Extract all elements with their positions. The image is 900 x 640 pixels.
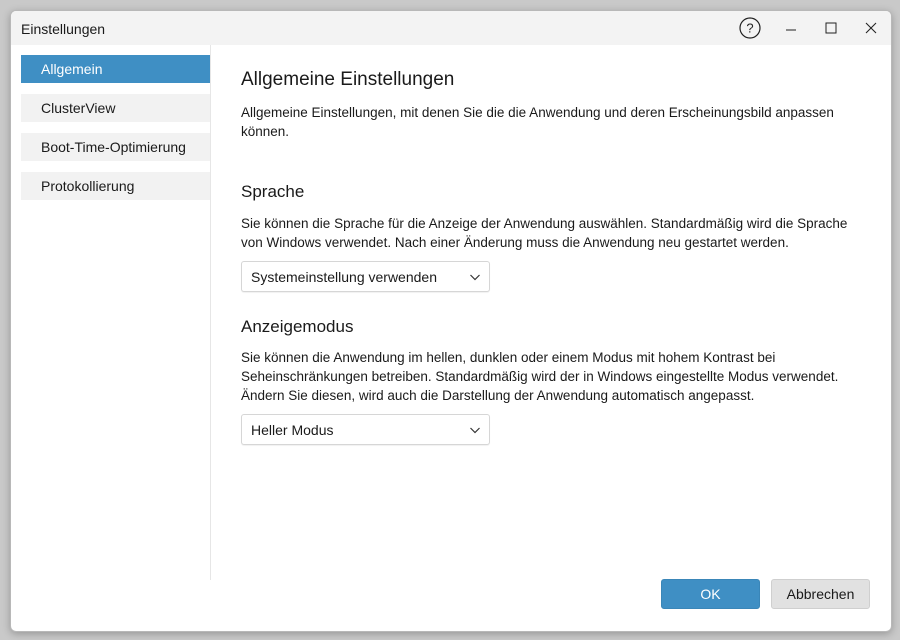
- display-mode-description: Sie können die Anwendung im hellen, dunklen oder einem Modus mit hohem Kontrast bei Seheinschränkungen betreiben. Standardmäßig wird der in Windows eingestellte Modus verwendet. Ändern Sie diesen, wird auch die Darstellung der Anwendung automatisch angepasst.: [241, 350, 839, 403]
- close-icon: [865, 22, 877, 34]
- maximize-icon: [825, 22, 837, 34]
- display-mode-select-value: Heller Modus: [251, 421, 334, 438]
- sidebar-item-label: Boot-Time-Optimierung: [41, 139, 186, 155]
- language-description: Sie können die Sprache für die Anzeige der Anwendung auswählen. Standardmäßig wird die Sprache von Windows verwendet. Nach einer Änderung muss die Anwendung neu gestartet werden.: [241, 216, 848, 250]
- chevron-down-icon: [469, 424, 481, 436]
- chevron-down-icon: [469, 271, 481, 283]
- sidebar-item-label: Protokollierung: [41, 178, 135, 194]
- language-heading: Sprache: [241, 182, 305, 201]
- close-button[interactable]: [851, 11, 891, 45]
- help-icon: [739, 17, 761, 39]
- window-title: Einstellungen: [21, 21, 106, 37]
- sidebar-item-clusterview[interactable]: [21, 94, 210, 122]
- sidebar-item-label: Allgemein: [41, 61, 103, 77]
- title-bar[interactable]: [11, 11, 891, 45]
- minimize-button[interactable]: [771, 11, 811, 45]
- ok-button[interactable]: OK: [661, 579, 760, 609]
- settings-window: [10, 10, 892, 632]
- page-title: Allgemeine Einstellungen: [241, 69, 455, 90]
- cancel-button[interactable]: Abbrechen: [771, 579, 870, 609]
- sidebar-item-boot-time-optimierung[interactable]: [21, 133, 210, 161]
- sidebar-item-protokollierung[interactable]: [21, 172, 210, 200]
- language-select[interactable]: [241, 261, 490, 292]
- display-mode-select[interactable]: [241, 414, 490, 445]
- language-select-value: Systemeinstellung verwenden: [251, 268, 437, 285]
- display-mode-heading: Anzeigemodus: [241, 317, 354, 336]
- sidebar-item-label: ClusterView: [41, 100, 116, 116]
- settings-sidebar: [11, 45, 211, 580]
- sidebar-item-allgemein[interactable]: [21, 55, 210, 83]
- svg-text:?: ?: [746, 20, 754, 36]
- minimize-icon: [785, 22, 797, 34]
- maximize-button[interactable]: [811, 11, 851, 45]
- page-description: Allgemeine Einstellungen, mit denen Sie die die Anwendung und deren Erscheinungsbild anpassen können.: [241, 105, 834, 139]
- help-button[interactable]: [730, 11, 770, 45]
